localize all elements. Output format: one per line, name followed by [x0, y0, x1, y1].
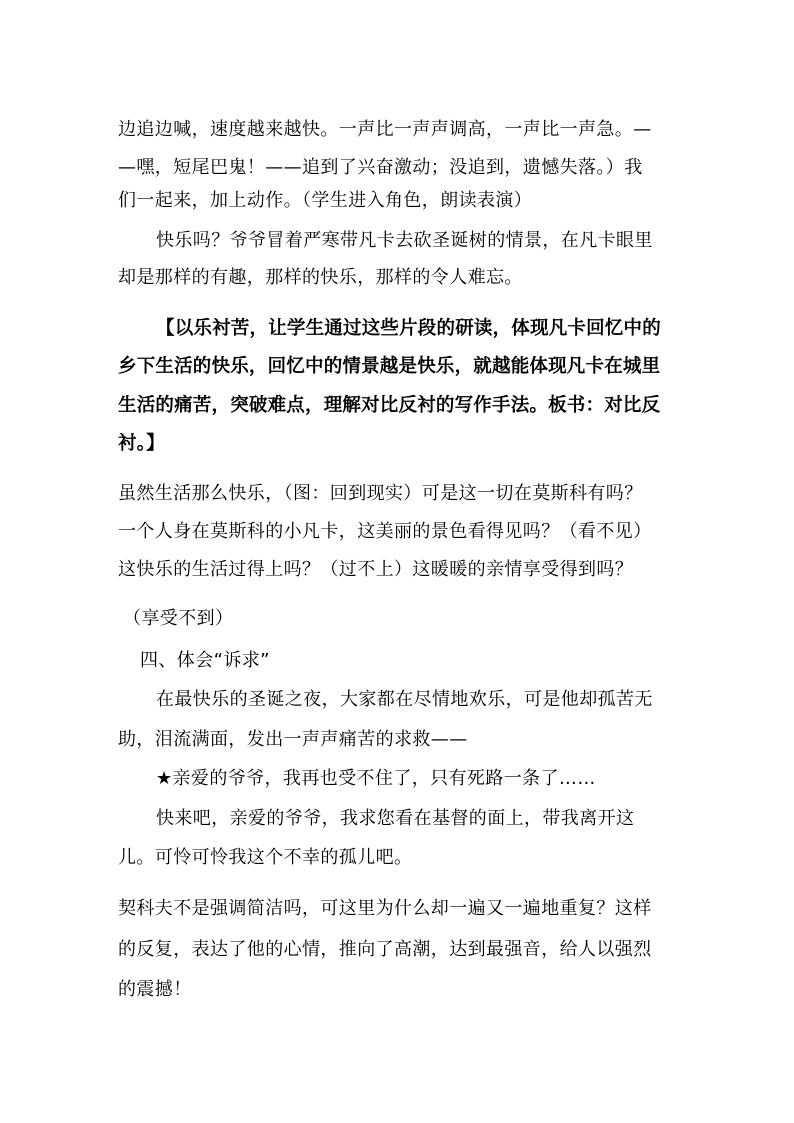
paragraph-line: 一个人身在莫斯科的小凡卡，这美丽的景色看得见吗？（看不见）	[118, 521, 652, 542]
paragraph-line: 这快乐的生活过得上吗？（过不上）这暖暖的亲情享受得到吗？	[118, 559, 634, 580]
paragraph-line: 在最快乐的圣诞之夜，大家都在尽情地欢乐，可是他却孤苦无	[156, 689, 653, 710]
bold-commentary-line: 生活的痛苦，突破难点，理解对比反衬的写作手法。板书：对比反	[118, 395, 661, 416]
bold-commentary-line: 【以乐衬苦，让学生通过这些片段的研读，体现凡卡回忆中的	[156, 318, 661, 339]
paragraph-line: 的震撼！	[118, 979, 192, 1000]
paragraph-line: （享受不到）	[123, 608, 234, 629]
bold-commentary-line: 衬。】	[118, 433, 165, 454]
quoted-letter-line: 快来吧，亲爱的爷爷，我求您看在基督的面上，带我离开这	[156, 808, 635, 829]
paragraph-line: 契科夫不是强调简洁吗，可这里为什么却一遍又一遍地重复？这样	[118, 898, 652, 919]
paragraph-line: 快乐吗？爷爷冒着严寒带凡卡去砍圣诞树的情景，在凡卡眼里	[156, 230, 653, 251]
quoted-letter-line: 儿。可怜可怜我这个不幸的孤儿吧。	[118, 847, 413, 868]
paragraph-line: 却是那样的有趣，那样的快乐，那样的令人难忘。	[118, 267, 523, 288]
section-heading: 四、体会“诉求”	[140, 650, 270, 671]
paragraph-line: 虽然生活那么快乐，（图：回到现实）可是这一切在莫斯科有吗？	[118, 483, 643, 504]
paragraph-line: 助，泪流满面，发出一声声痛苦的求救——	[118, 729, 468, 750]
paragraph-line: 边追边喊，速度越来越快。一声比一声声调高，一声比一声急。—	[118, 119, 652, 140]
paragraph-line: —嘿，短尾巴鬼！——追到了兴奋激动；没追到，遗憾失落。）我	[118, 157, 643, 178]
paragraph-line: 们一起来，加上动作。（学生进入角色，朗读表演）	[118, 190, 533, 211]
bold-commentary-line: 乡下生活的快乐，回忆中的情景越是快乐，就越能体现凡卡在城里	[118, 356, 661, 377]
paragraph-line: 的反复，表达了他的心情，推向了高潮，达到最强音，给人以强烈	[118, 939, 652, 960]
quoted-letter-line: ★亲爱的爷爷，我再也受不住了，只有死路一条了……	[156, 768, 596, 789]
